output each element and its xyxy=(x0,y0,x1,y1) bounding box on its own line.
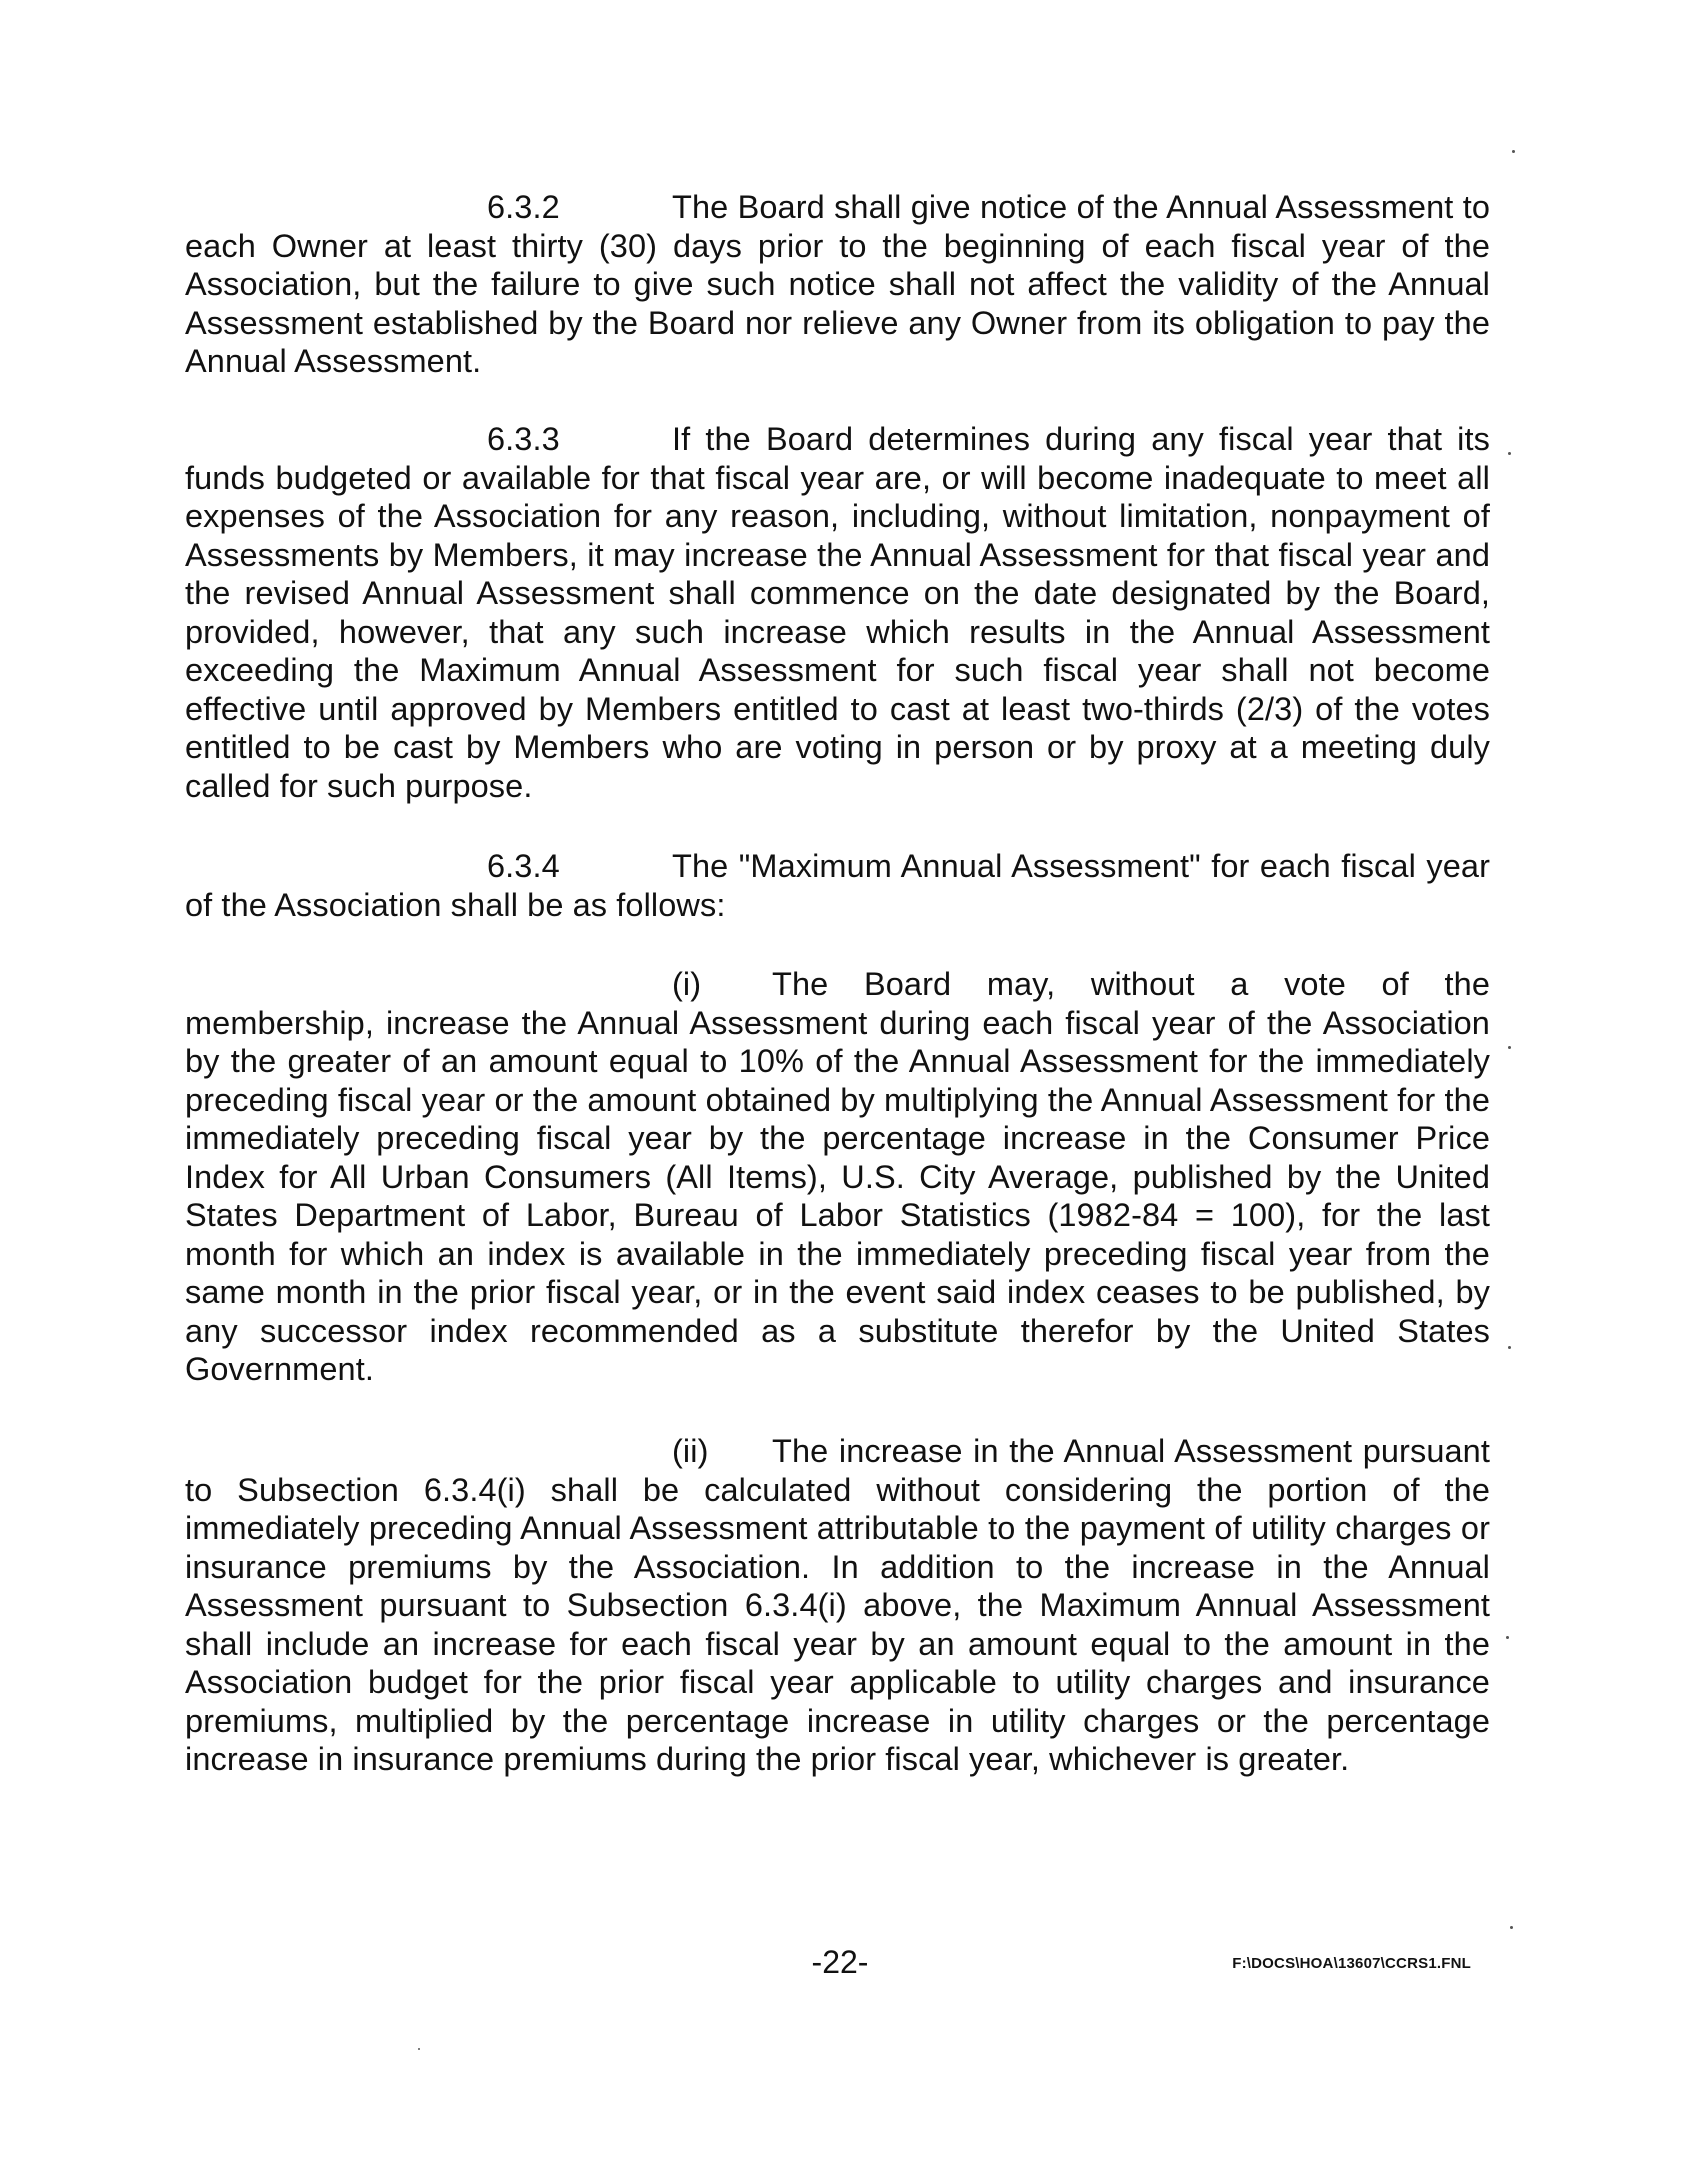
section-number: 6.3.3 xyxy=(487,421,560,457)
section-text: year of the Association shall be as follows: xyxy=(185,848,1490,923)
scan-speck xyxy=(1506,1636,1509,1639)
subsection-first-line: The increase in the Annual Assessment xyxy=(772,1433,1353,1469)
subsection-ii xyxy=(185,1432,1490,1779)
subsection-marker: (i) xyxy=(672,966,702,1002)
scan-speck xyxy=(1508,1046,1511,1049)
scan-speck xyxy=(1508,1346,1511,1349)
section-number: 6.3.4 xyxy=(487,848,560,884)
section-text: funds budgeted or available for that fiscal year are, or will become inadequate to meet all expenses of the Association for any reason, including, without limitation, nonpayment of Assessments by Members, it may increase the Annual Assessment for that fiscal year and the revised Annual Assessment shall commence on the date designated by the Board, provided, however, that any such increase which results in the Annual Assessment exceeding the Maximum Annual Assessment for such fiscal year shall not become effective until approved by Members entitled to cast at least two-thirds (2/3) of the votes entitled to be cast by Members who are voting in person or by proxy at a meeting duly called for such purpose. xyxy=(185,459,1490,804)
section-6-3-2-paragraph xyxy=(185,188,1490,381)
page-number: -22- xyxy=(811,1944,869,1980)
section-first-line: If the Board determines during any fiscal year that its xyxy=(672,421,1490,457)
subsection-text: membership, increase the Annual Assessment during each fiscal year of the Association by the greater of an amount equal to 10% of the Annual Assessment for the immediately preceding fiscal year or the amount obtained by multiplying the Annual Assessment for the immediately preceding fiscal year by the percentage increase in the Consumer Price Index for All Urban Consumers (All Items), U.S. City Average, published by the United States Department of Labor, Bureau of Labor Statistics (1982-84 = 100), for the last month for which an index is available in the immediately preceding fiscal year from the same month in the prior fiscal year, or in the event said index ceases to be published, by any successor index recommended as a substitute therefor by the United States Government. xyxy=(185,1004,1490,1387)
subsection-i xyxy=(185,965,1490,1389)
subsection-text: pursuant to Subsection 6.3.4(i) shall be calculated without considering the portion of the immediately preceding Annual Assessment attributable to the payment of utility charges or insurance premiums by the Association. In addition to the increase in the Annual Assessment pursuant to Subsection 6.3.4(i) above, the Maximum Annual Assessment shall include an increase for each fiscal year by an amount equal to the amount in the Association budget for the prior fiscal year applicable to utility charges and insurance premiums, multiplied by the percentage increase in utility charges or the percentage increase in insurance premiums during the prior fiscal year, whichever is greater. xyxy=(185,1433,1490,1777)
section-6-3-3-paragraph xyxy=(185,420,1490,805)
scan-speck xyxy=(1512,150,1515,153)
subsection-first-line: The Board may, without a vote of the xyxy=(772,966,1490,1002)
file-path: F:\DOCS\HOA\13607\CCRS1.FNL xyxy=(1232,1955,1471,1972)
section-6-3-4 xyxy=(185,847,1490,924)
subsection-i-paragraph xyxy=(185,965,1490,1389)
section-first-line: The "Maximum Annual Assessment" for each fiscal xyxy=(672,848,1416,884)
section-number: 6.3.2 xyxy=(487,189,560,225)
section-6-3-4-paragraph xyxy=(185,847,1490,924)
section-first-line: The Board shall give notice of the Annual Assessment xyxy=(672,189,1454,225)
section-text: to each Owner at least thirty (30) days prior to the beginning of each fiscal year of the Association, but the failure to give such notice shall not affect the validity of the Annual Assessment established by the Board nor relieve any Owner from its obligation to pay the Annual Assessment. xyxy=(185,189,1490,379)
section-6-3-3 xyxy=(185,420,1490,805)
subsection-ii-paragraph xyxy=(185,1432,1490,1779)
subsection-marker: (ii) xyxy=(672,1433,709,1469)
scan-speck xyxy=(418,2048,420,2050)
scan-speck xyxy=(1508,452,1511,455)
section-6-3-2 xyxy=(185,188,1490,381)
scan-speck xyxy=(1510,1926,1513,1929)
